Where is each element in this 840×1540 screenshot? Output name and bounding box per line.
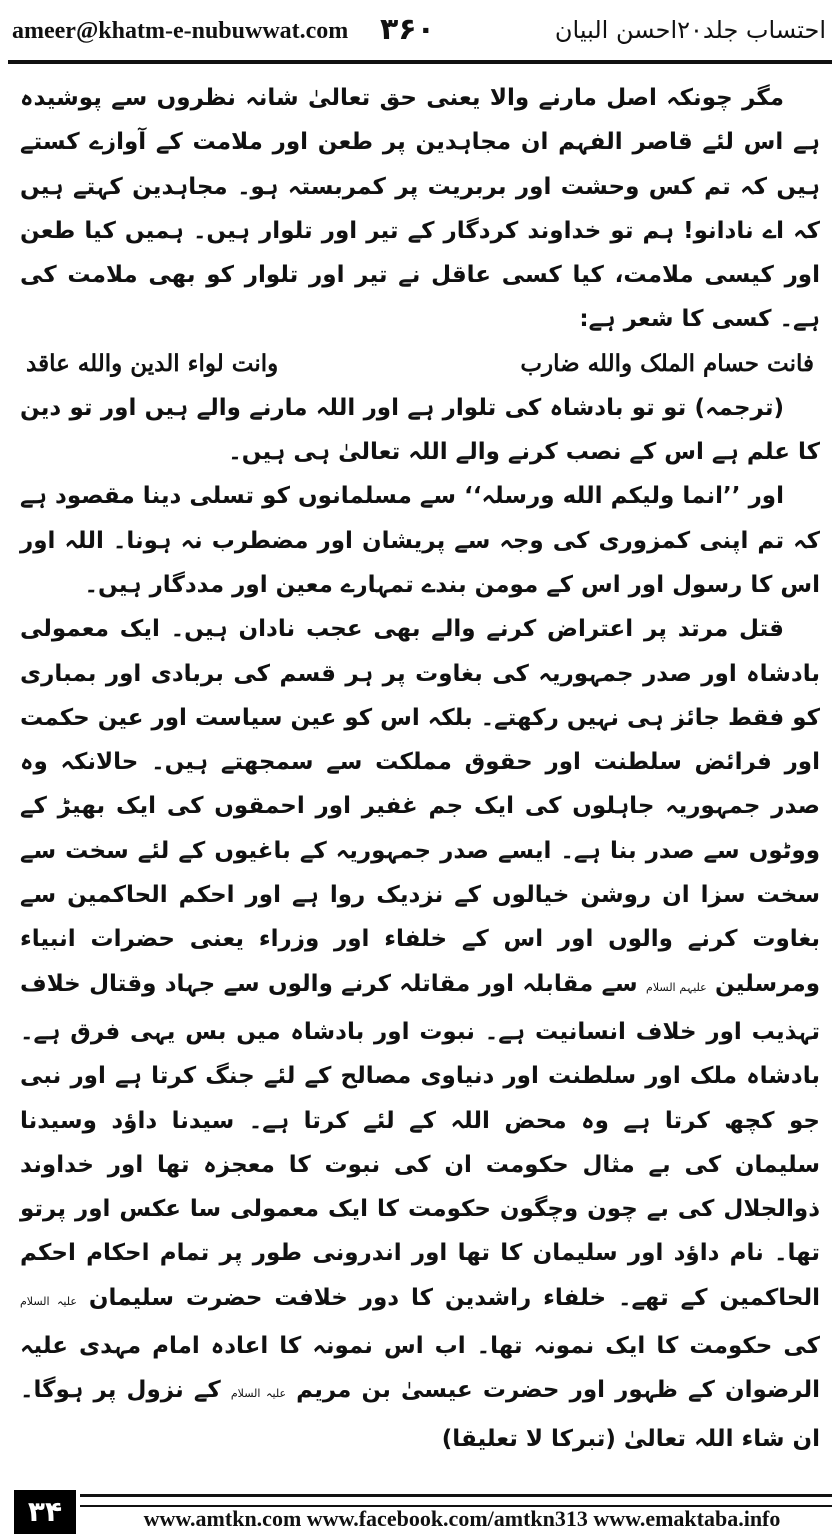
paragraph-translation: (ترجمہ) تو تو بادشاہ کی تلوار ہے اور اللہ مارنے والے ہیں اور تو دین کا علم ہے اس کے نصب کرنے والے اللہ تعالیٰ ہی ہیں۔ — [20, 394, 820, 466]
footer-page-number: ۳۴ — [14, 1490, 76, 1534]
honorific-mark: علیہ السلام — [20, 1294, 77, 1308]
paragraph-4-part-a: قتل مرتد پر اعتراض کرنے والے بھی عجب نادان ہیں۔ ایک معمولی بادشاہ اور صدر جمہوریہ کی بغاوت پر ہر قسم کی بربادی اور بمباری کو فقط جائز ہی نہیں رکھتے۔ بلکہ اس کو عین سیاست اور عین حکمت اور فرائض سلطنت اور حقوق مملکت سے سمجھتے ہیں۔ حالانکہ وہ صدر جمہوریہ جاہلوں کی ایک جم غفیر اور احمقوں کی ایک بھیڑ کے ووٹوں سے صدر بنا ہے۔ ایسے صدر جمہوریہ کے باغیوں کے لئے سخت سے سخت سزا ان روشن خیالوں کے نزدیک روا ہے اور احکم الحاکمین سے بغاوت کرنے والوں اور اس کے خلفاء اور وزراء یعنی حضرات انبیاء ومرسلین — [19, 616, 820, 997]
verse-first-half: فانت حسام الملک والله ضارب — [520, 349, 814, 377]
page-body — [20, 76, 820, 1461]
paragraph-3: اور ’’انما ولیکم الله ورسلہ‘‘ سے مسلمانوں کو تسلی دینا مقصود ہے کہ تم اپنی کمزوری کی وجہ سے پریشان اور مضطرب نہ ہونا۔ اللہ اور اس کا رسول اور اس کے مومن بندے تمہارے معین اور مددگار ہیں۔ — [20, 483, 820, 598]
header-email: ameer@khatm-e-nubuwwat.com — [12, 18, 349, 44]
footer-links: www.amtkn.com www.facebook.com/amtkn313 www.emaktaba.info — [143, 1506, 781, 1531]
paragraph-1: مگر چونکہ اصل مارنے والا یعنی حق تعالیٰ شانہ نظروں سے پوشیدہ ہے اس لئے قاصر الفہم ان مجاہدین پر طعن اور ملامت کے آوازے کستے ہیں کہ تم کس وحشت اور بربریت پر کمربستہ ہو۔ مجاہدین کہتے ہیں کہ اے نادانو! ہم تو خداوند کردگار کے تیر اور تلوار ہیں۔ ہمیں کیا طعن اور کیسی ملامت، کیا کسی عاقل نے تیر اور تلوار کو بھی ملامت کی ہے۔ کسی کا شعر ہے: — [20, 85, 820, 333]
honorific-mark: علیہ السلام — [230, 1387, 287, 1401]
arabic-verse — [20, 342, 820, 386]
paragraph-4-part-d: کے نزول پر ہوگا۔ ان شاء اللہ تعالیٰ (تبرکا لا تعلیقا) — [20, 1377, 820, 1452]
page-footer — [0, 1490, 840, 1540]
paragraph-4 — [20, 607, 820, 1461]
verse-second-half: وانت لواء الدین والله عاقد — [26, 349, 279, 377]
paragraph-4-part-b: سے مقابلہ اور مقاتلہ کرنے والوں سے جہاد وقتال خلاف تہذیب اور خلاف انسانیت ہے۔ نبوت اور بادشاہ میں بس یہی فرق ہے۔ بادشاہ ملک اور سلطنت اور دنیاوی مصالح کے لئے جنگ کرتا ہے اور نبی جو کچھ کرتا ہے وہ محض اللہ کے لئے کرتا ہے۔ سیدنا داؤد وسیدنا سلیمان کی بے مثال حکومت ان کی نبوت کا معجزہ تھا اور خداوند ذوالجلال کی بے چون وچگون حکومت کا ایک معمولی سا عکس اور پرتو تھا۔ نام داؤد اور سلیمان کا تھا اور اندرونی طور پر تمام احکام احکم الحاکمین کے تھے۔ خلفاء راشدین کا دور خلافت حضرت سلیمان — [20, 970, 820, 1311]
header-book-title: احتساب جلد۲۰احسن البیان — [554, 16, 826, 44]
paragraph-4-part-c: کی حکومت کا ایک نمونہ تھا۔ اب اس نمونہ کا اعادہ امام مہدی علیہ الرضوان کے ظہور اور حضرت عیسیٰ بن مریم — [20, 1333, 821, 1404]
honorific-mark: علیہم السلام — [646, 980, 707, 994]
header-rule — [8, 60, 832, 64]
header-page-number: ۳۶۰ — [380, 12, 435, 47]
page-header — [0, 0, 840, 66]
